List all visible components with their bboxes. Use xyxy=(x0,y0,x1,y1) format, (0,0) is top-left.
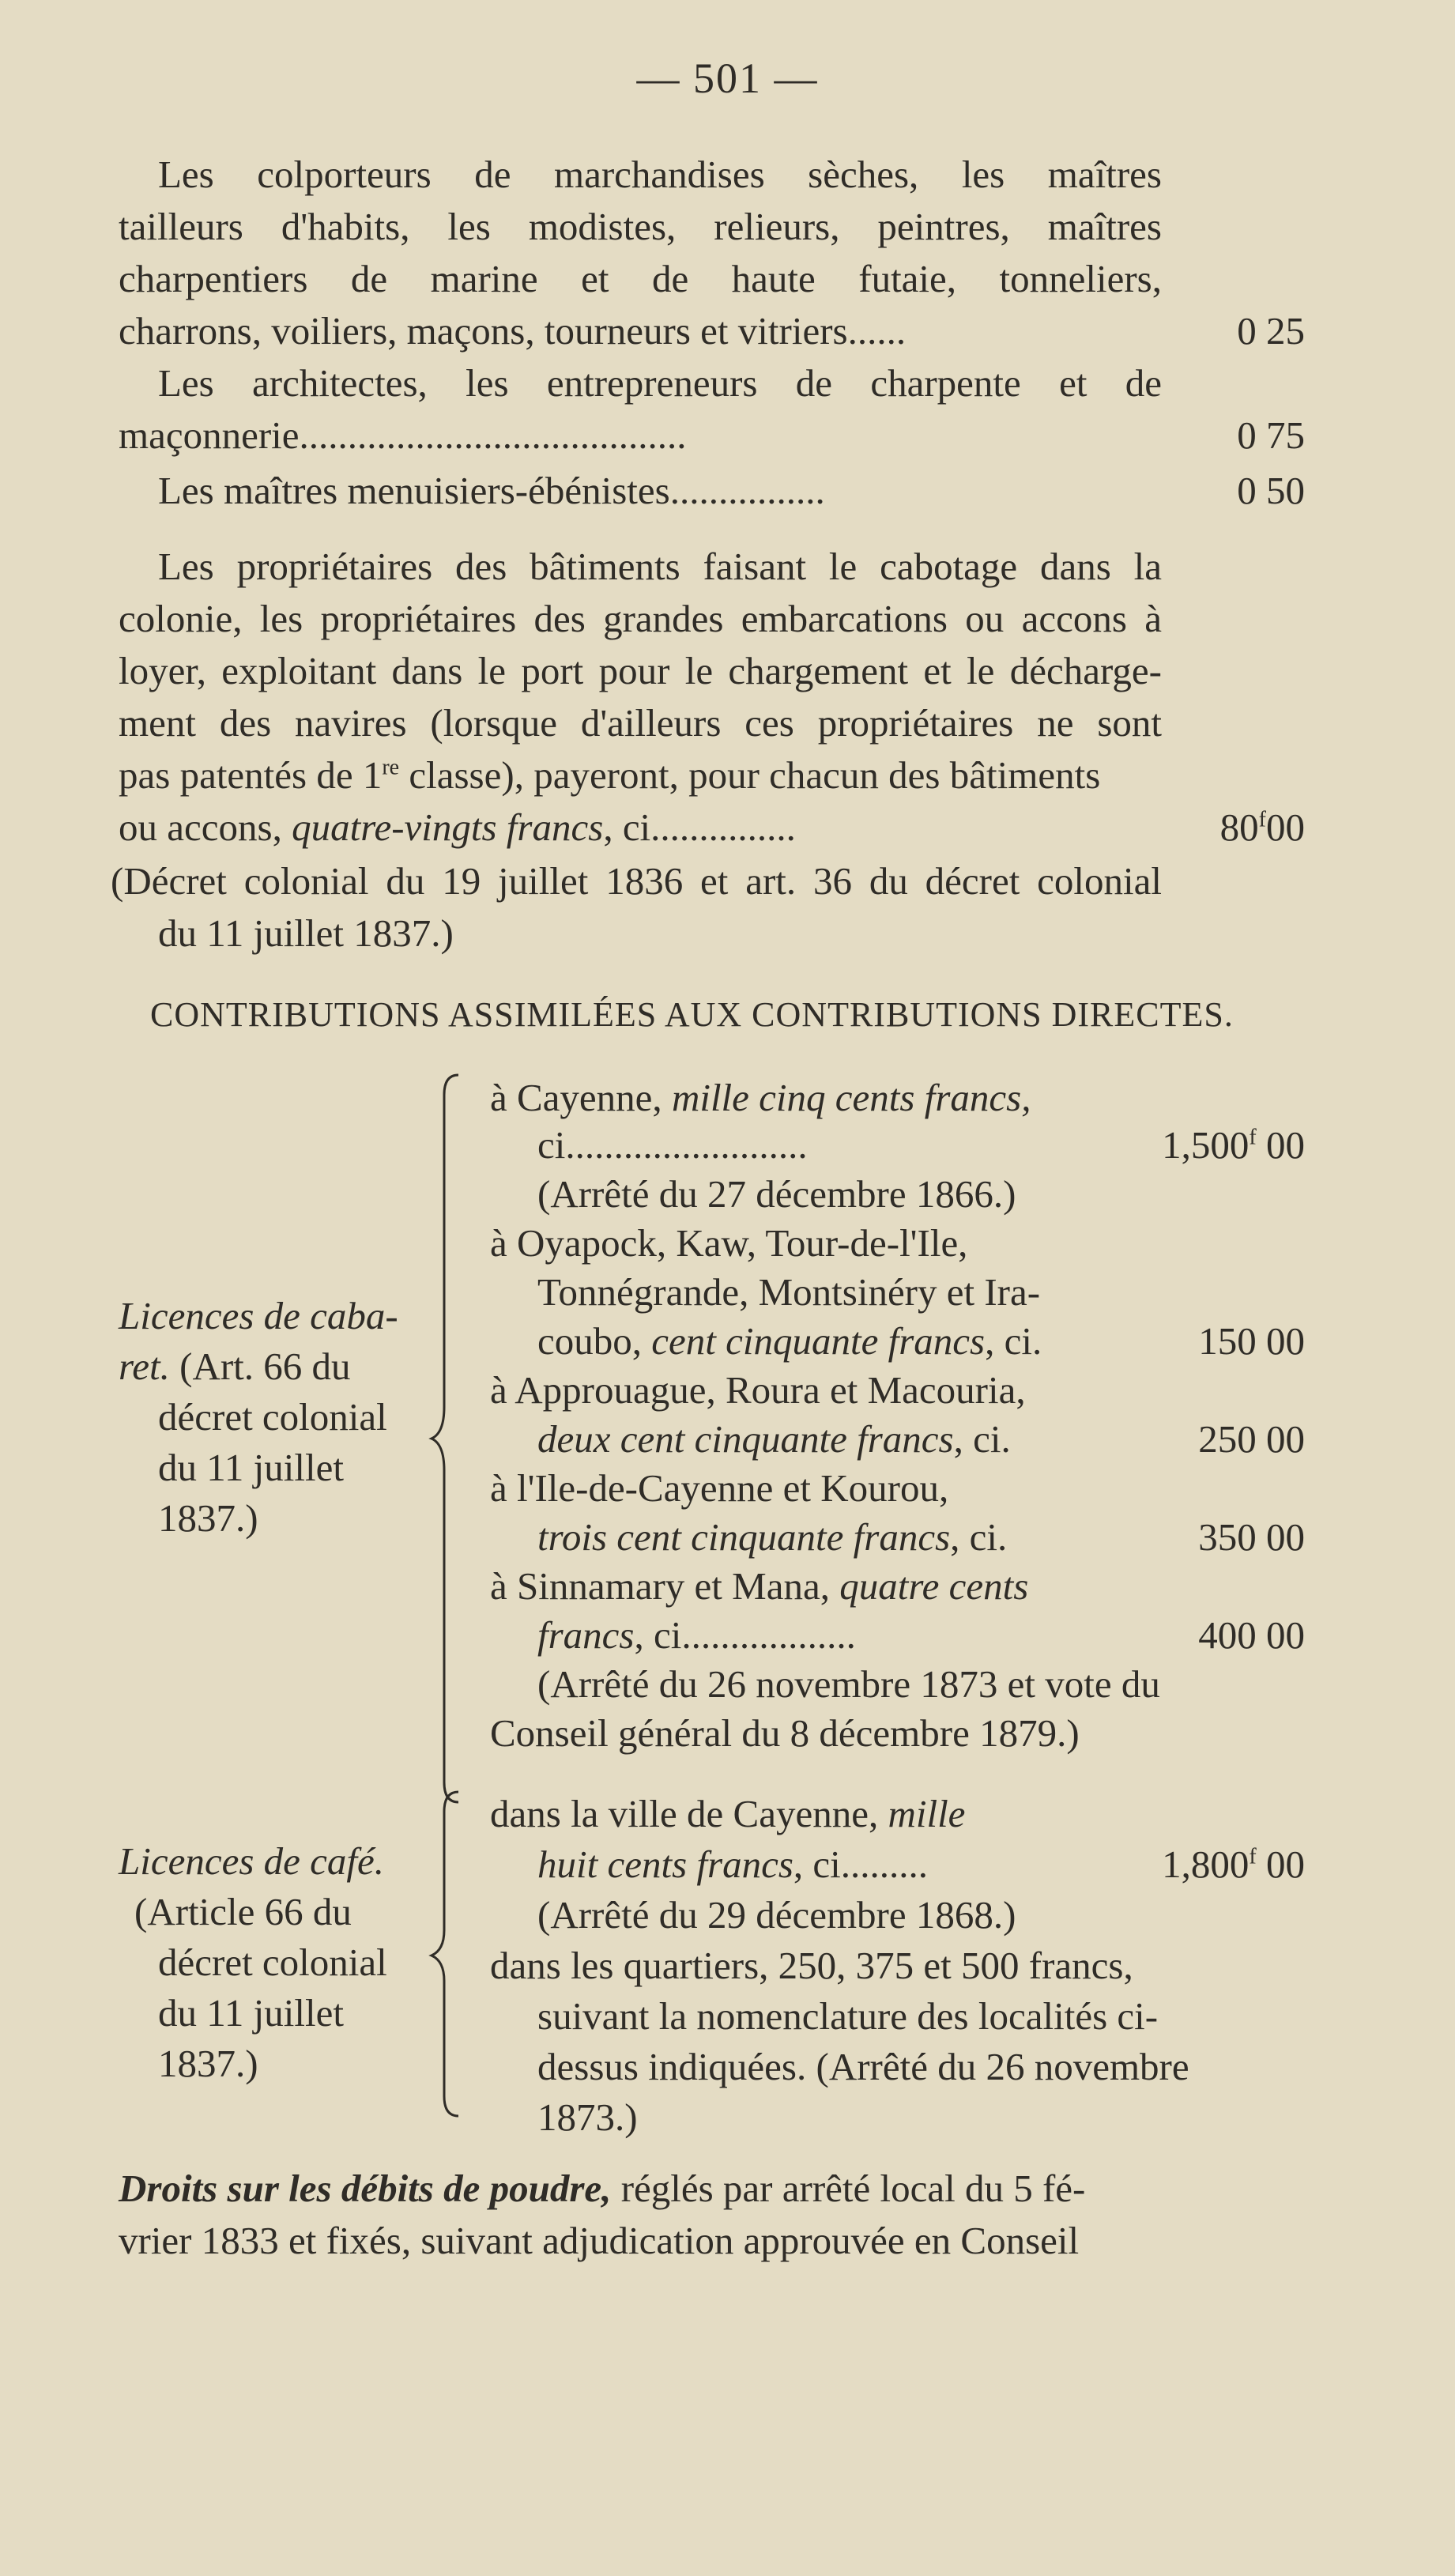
text-line: dessus indiquées. (Arrêté du 26 novembre xyxy=(537,2045,1189,2088)
tax-value: 400 00 xyxy=(1198,1613,1305,1657)
text-line: Tonnégrande, Montsinéry et Ira- xyxy=(537,1270,1041,1314)
tax-value: 80$^f$00 xyxy=(1219,805,1305,849)
brace-icon xyxy=(427,1788,474,2120)
text-line: ci......................... xyxy=(537,1123,808,1167)
cabaret-label: décret colonial xyxy=(158,1395,387,1439)
text-line: pas patentés de 1re classe), payeront, pour chacun des bâtiments xyxy=(119,753,1101,797)
page-number: — 501 — xyxy=(636,55,819,102)
text-line: francs, ci.................. xyxy=(537,1613,856,1657)
tax-value: 1,500$^f$ 00 xyxy=(1162,1123,1305,1167)
brace-icon xyxy=(427,1071,474,1806)
text-line: coubo, cent cinquante francs, ci. xyxy=(537,1319,1042,1363)
text-line: dans les quartiers, 250, 375 et 500 francs, xyxy=(490,1944,1133,1987)
cafe-label: décret colonial xyxy=(158,1940,387,1984)
decree-reference: (Arrêté du 29 décembre 1868.) xyxy=(537,1893,1016,1937)
tax-value: 350 00 xyxy=(1198,1515,1305,1559)
text-line: loyer, exploitant dans le port pour le chargement et le décharge- xyxy=(119,649,1162,692)
cafe-label: (Article 66 du xyxy=(134,1890,352,1933)
tax-value: 0 75 xyxy=(1237,413,1305,457)
cafe-label: Licences de café. xyxy=(119,1839,385,1883)
text-line: 1873.) xyxy=(537,2095,638,2139)
text-line: à Sinnamary et Mana, quatre cents xyxy=(490,1564,1029,1608)
cabaret-label: du 11 juillet xyxy=(158,1446,344,1489)
decree-reference: du 11 juillet 1837.) xyxy=(158,911,454,955)
text-line: huit cents francs, ci......... xyxy=(537,1842,929,1886)
tax-value: 150 00 xyxy=(1198,1319,1305,1363)
text-line: maçonnerie........................................ xyxy=(119,413,687,457)
text-line: ou accons, quatre-vingts francs, ci............... xyxy=(119,805,796,849)
tax-value: 0 50 xyxy=(1237,469,1305,512)
text-line: à l'Ile-de-Cayenne et Kourou, xyxy=(490,1466,949,1510)
text-line: trois cent cinquante francs, ci. xyxy=(537,1515,1008,1559)
text-line: tailleurs d'habits, les modistes, relieurs, peintres, maîtres xyxy=(119,205,1162,248)
text-line: Droits sur les débits de poudre, réglés par arrêté local du 5 fé- xyxy=(119,2167,1086,2210)
text-line: ment des navires (lorsque d'ailleurs ces propriétaires ne sont xyxy=(119,701,1162,745)
tax-value: 0 25 xyxy=(1237,309,1305,353)
decree-reference: Conseil général du 8 décembre 1879.) xyxy=(490,1711,1080,1755)
text-line: Les maîtres menuisiers-ébénistes................ xyxy=(158,469,825,512)
decree-reference: (Arrêté du 27 décembre 1866.) xyxy=(537,1172,1016,1216)
tax-value: 1,800$^f$ 00 xyxy=(1162,1842,1305,1886)
cabaret-label: ret. (Art. 66 du xyxy=(119,1345,351,1388)
cabaret-label: 1837.) xyxy=(158,1496,258,1540)
text-line: Les propriétaires des bâtiments faisant le cabotage dans la xyxy=(158,545,1162,588)
text-line: charrons, voiliers, maçons, tourneurs et vitriers...... xyxy=(119,309,907,353)
text-line: dans la ville de Cayenne, mille xyxy=(490,1792,966,1835)
text-line: Les colporteurs de marchandises sèches, les maîtres xyxy=(158,153,1162,196)
text-line: suivant la nomenclature des localités ci- xyxy=(537,1994,1159,2038)
text-line: à Oyapock, Kaw, Tour-de-l'Ile, xyxy=(490,1221,968,1265)
tax-value: 250 00 xyxy=(1198,1417,1305,1461)
text-line: deux cent cinquante francs, ci. xyxy=(537,1417,1011,1461)
decree-reference: (Arrêté du 26 novembre 1873 et vote du xyxy=(537,1662,1160,1706)
cafe-label: du 11 juillet xyxy=(158,1991,344,2035)
text-line: charpentiers de marine et de haute futaie, tonneliers, xyxy=(119,257,1162,300)
text-line: Les architectes, les entrepreneurs de charpente et de xyxy=(158,361,1162,405)
text-line: à Cayenne, mille cinq cents francs, xyxy=(490,1076,1031,1119)
text-line: colonie, les propriétaires des grandes embarcations ou accons à xyxy=(119,597,1162,640)
text-line: à Approuague, Roura et Macouria, xyxy=(490,1368,1026,1412)
cafe-label: 1837.) xyxy=(158,2042,258,2085)
section-title: CONTRIBUTIONS ASSIMILÉES AUX CONTRIBUTIONS DIRECTES. xyxy=(150,995,1234,1034)
cabaret-label: Licences de caba- xyxy=(119,1294,398,1337)
decree-reference: (Décret colonial du 19 juillet 1836 et art. 36 du décret colonial xyxy=(111,859,1162,903)
text-line: vrier 1833 et fixés, suivant adjudication approuvée en Conseil xyxy=(119,2219,1080,2262)
